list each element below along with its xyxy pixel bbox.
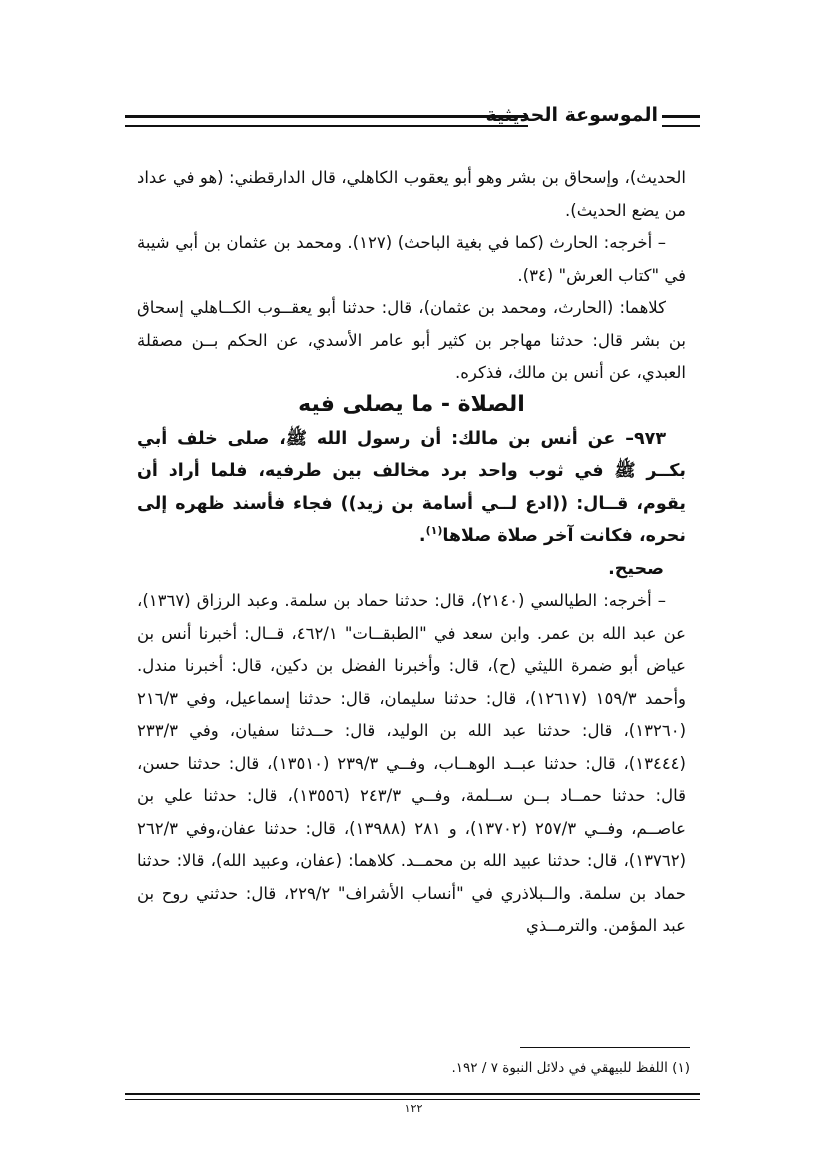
running-header <box>125 104 700 136</box>
paragraph-3: كلاهما: (الحارث، ومحمد بن عثمان)، قال: حدثنا أبو يعقــوب الكــاهلي إسحاق بن بشر قال: حدثنا مهاجر بن كثير أبو عامر الأسدي، عن الحكم بــن مصقلة العبدي، عن أنس بن مالك، فذكره. <box>137 298 686 382</box>
page-body <box>137 162 686 943</box>
takhrij-paragraph: – أخرجه: الطيالسي (٢١٤٠)، قال: حدثنا حماد بن سلمة. وعبد الرزاق (١٣٦٧)، عن عبد الله بن عمر. وابن سعد في "الطبقــات" ٤٦٢/١، قــال: أخبرنا أنس بن عياض أبو ضمرة الليثي (ح)، قال: وأخبرنا الفضل بن دكين، قال: أخبرنا مندل. وأحمد ١٥٩/٣ (١٢٦١٧)، قال: حدثنا سليمان، قال: حدثنا إسماعيل، وفي ٢١٦/٣ (١٣٢٦٠)، قال: حدثنا عبد الله بن الوليد، قال: حــدثنا سفيان، وفي ٢٣٣/٣ (١٣٤٤٤)، قال: حدثنا عبــد الوهــاب، وفــي ٢٣٩/٣ (١٣٥١٠)، قال: حدثنا حسن، قال: حدثنا حمــاد بــن ســلمة، وفــي ٢٤٣/٣ (١٣٥٥٦)، قال: حدثنا علي بن عاصــم، وفــي ٢٥٧/٣ (١٣٧٠٢)، و ٢٨١ (١٣٩٨٨)، قال: حدثنا عفان،وفي ٢٦٢/٣ (١٣٧٦٢)، قال: حدثنا عبيد الله بن محمــد. كلاهما: (عفان، وعبيد الله)، قالا: حدثنا حماد بن سلمة. والــبلاذري في "أنساب الأشراف" ٢٢٩/٢، قال: حدثني روح بن عبد المؤمن. والترمــذي <box>137 591 687 935</box>
hadith-end: . <box>418 526 426 546</box>
header-rule-right <box>662 115 700 127</box>
hadith-body: ٩٧٣– عن أنس بن مالك: أن رسول الله ﷺ، صلى خلف أبي بكــر ﷺ في ثوب واحد برد مخالف بين طرفيه، فلما أراد أن يقوم، قــال: ((ادع لــي أسامة بن زيد)) فجاء فأسند ظهره إلى نحره، فكانت آخر صلاة صلاها <box>137 428 686 546</box>
bottom-rule <box>125 1093 700 1100</box>
footnote-marker: (١) <box>425 524 443 538</box>
footnote: (١) اللفظ للبيهقي في دلائل النبوة ٧ / ١٩٢. <box>451 1060 690 1076</box>
footnote-separator <box>520 1047 690 1048</box>
hadith-text <box>137 423 686 553</box>
page-number: ١٢٢ <box>404 1102 423 1115</box>
running-header-title: الموسوعة الحديثية <box>485 104 658 126</box>
section-title: الصلاة - ما يصلى فيه <box>298 391 525 417</box>
paragraph-1: الحديث)، وإسحاق بن بشر وهو أبو يعقوب الكاهلي، قال الدارقطني: (هو في عداد من يضع الحديث). <box>137 168 686 220</box>
hadith-grade: صحيح. <box>608 558 664 579</box>
header-rule-left <box>125 115 528 127</box>
paragraph-2: – أخرجه: الحارث (كما في بغية الباحث) (١٢٧). ومحمد بن عثمان بن أبي شيبة في "كتاب العرش" (٣٤). <box>137 233 686 285</box>
